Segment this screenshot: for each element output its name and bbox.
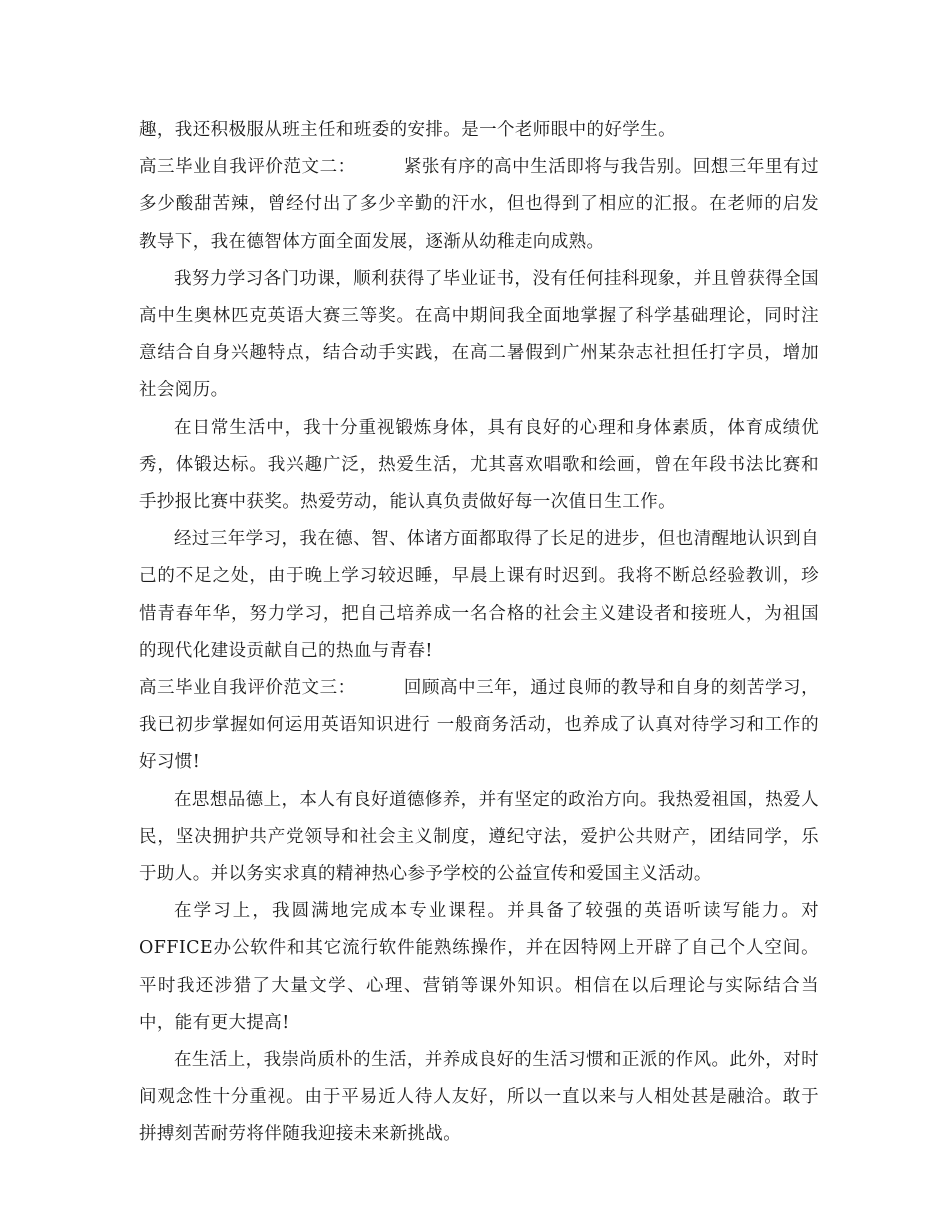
section3-heading: 高三毕业自我评价范文三： xyxy=(139,678,356,699)
section3-paragraph: 在生活上，我崇尚质朴的生活，并养成良好的生活习惯和正派的作风。此外，对时间观念性十分重视。由于平易近人待人友好，所以一直以来与人相处甚是融洽。敢于拼搏刻苦耐劳将伴随我迎接未来新挑战。 xyxy=(139,1050,819,1145)
section2-opening-paragraph xyxy=(139,149,819,261)
section3-opening-text: 回顾高中三年，通过良师的教导和自身的刻苦学习，我已初步掌握如何运用英语知识进行 一般商务活动，也养成了认真对待学习和工作的好习惯! xyxy=(139,678,819,773)
section2-paragraph: 我努力学习各门功课，顺利获得了毕业证书，没有任何挂科现象，并且曾获得全国高中生奥林匹克英语大赛三等奖。在高中期间我全面地掌握了科学基础理论，同时注意结合自身兴趣特点，结合动手实践，在高二暑假到广州某杂志社担任打字员，增加社会阅历。 xyxy=(139,268,819,401)
section3-opening-paragraph xyxy=(139,670,819,782)
section3-paragraph: 在思想品德上，本人有良好道德修养，并有坚定的政治方向。我热爱祖国，热爱人民，坚决拥护共产党领导和社会主义制度，遵纪守法，爱护公共财产，团结同学，乐于助人。并以务实求真的精神热心参予学校的公益宣传和爱国主义活动。 xyxy=(139,789,819,885)
section2-heading: 高三毕业自我评价范文二： xyxy=(139,157,356,178)
intro-tail-paragraph: 趣，我还积极服从班主任和班委的安排。是一个老师眼中的好学生。 xyxy=(139,120,676,140)
document-body xyxy=(139,112,819,1154)
section3-paragraph: 在学习上，我圆满地完成本专业课程。并具备了较强的英语听读写能力。对OFFICE办公软件和其它流行软件能熟练操作，并在因特网上开辟了自己个人空间。平时我还涉猎了大量文学、心理、营销等课外知识。相信在以后理论与实际结合当中，能有更大提高! xyxy=(139,901,819,1033)
section2-paragraph: 在日常生活中，我十分重视锻炼身体，具有良好的心理和身体素质，体育成绩优秀，体锻达标。我兴趣广泛，热爱生活，尤其喜欢唱歌和绘画，曾在年段书法比赛和手抄报比赛中获奖。热爱劳动，能认真负责做好每一次值日生工作。 xyxy=(139,417,819,513)
section2-opening-text: 紧张有序的高中生活即将与我告别。回想三年里有过多少酸甜苦辣，曾经付出了多少辛勤的汗水，但也得到了相应的汇报。在老师的启发教导下，我在德智体方面全面发展，逐渐从幼稚走向成熟。 xyxy=(139,157,819,252)
section2-paragraph: 经过三年学习，我在德、智、体诸方面都取得了长足的进步，但也清醒地认识到自己的不足之处，由于晚上学习较迟睡，早晨上课有时迟到。我将不断总经验教训，珍惜青春年华，努力学习，把自己培养成一名合格的社会主义建设者和接班人，为祖国的现代化建设贡献自己的热血与青春! xyxy=(139,529,819,661)
